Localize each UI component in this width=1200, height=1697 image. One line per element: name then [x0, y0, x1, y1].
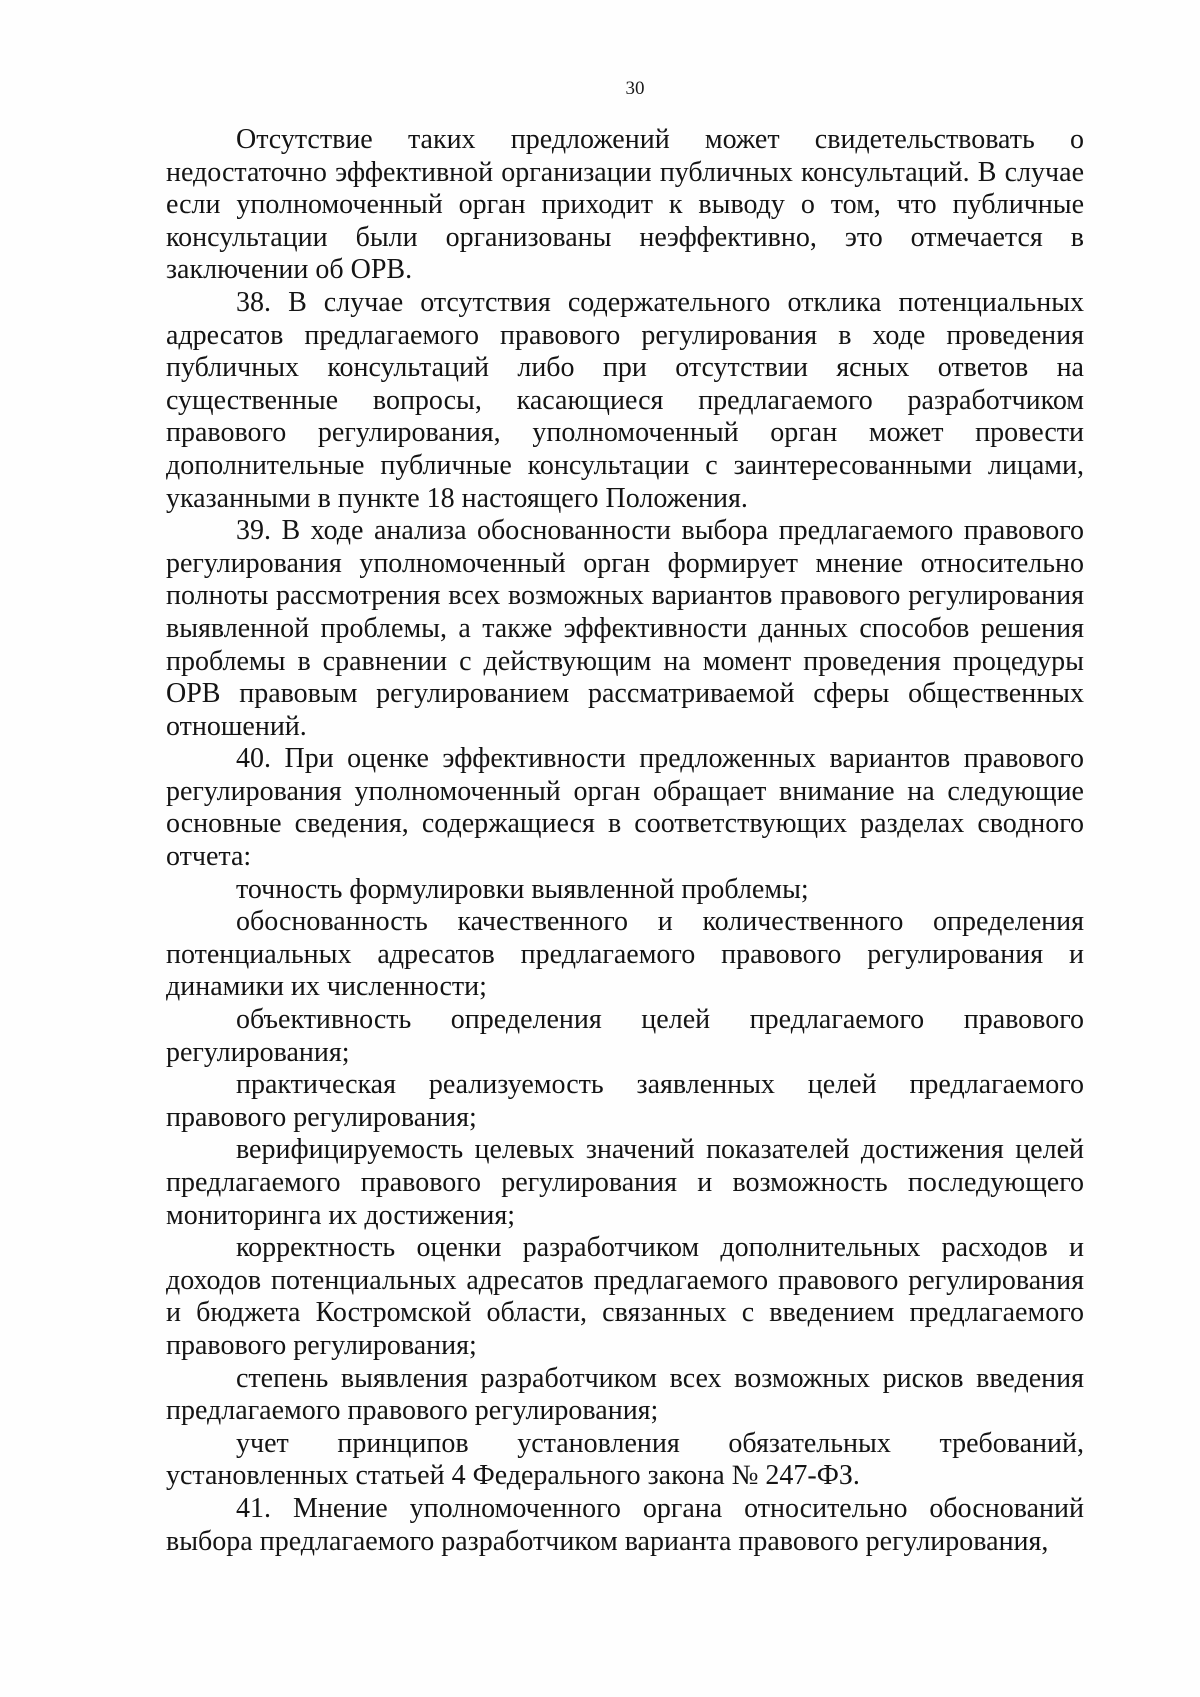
- list-item-risks: степень выявления разработчиком всех возможных рисков введения предлагаемого правового регулирования;: [166, 1362, 1084, 1427]
- list-item-indicators: верифицируемость целевых значений показателей достижения целей предлагаемого правового регулирования и возможность последующего мониторинга их достижения;: [166, 1134, 1084, 1231]
- page-number: 30: [625, 78, 645, 99]
- list-item-principles: учет принципов установления обязательных требований, установленных статьей 4 Федерального закона № 247-ФЗ.: [166, 1427, 1084, 1492]
- list-item-costs-estimate: корректность оценки разработчиком дополнительных расходов и доходов потенциальных адресатов предлагаемого правового регулирования и бюджета Костромской области, связанных с введением предлагаемого правового регулирования;: [166, 1232, 1084, 1361]
- paragraph-41: 41. Мнение уполномоченного органа относительно обоснований выбора предлагаемого разработчиком варианта правового регулирования,: [166, 1492, 1084, 1557]
- paragraph-39: 39. В ходе анализа обоснованности выбора предлагаемого правового регулирования уполномоченный орган формирует мнение относительно полноты рассмотрения всех возможных вариантов правового регулирования выявленной проблемы, а также эффективности данных способов решения проблемы в сравнении с действующим на момент проведения процедуры ОРВ правовым регулированием рассматриваемой сферы общественных отношений.: [166, 515, 1084, 742]
- paragraph-38: 38. В случае отсутствия содержательного отклика потенциальных адресатов предлагаемого правового регулирования в ходе проведения публичных консультаций либо при отсутствии ясных ответов на существенные вопросы, касающиеся предлагаемого разработчиком правового регулирования, уполномоченный орган может провести дополнительные публичные консультации с заинтересованными лицами, указанными в пункте 18 настоящего Положения.: [166, 286, 1084, 514]
- paragraph-absence-of-proposals: Отсутствие таких предложений может свидетельствовать о недостаточно эффективной организации публичных консультаций. В случае если уполномоченный орган приходит к выводу о том, что публичные консультации были организованы неэффективно, это отмечается в заключении об ОРВ.: [166, 124, 1084, 286]
- list-item-addressees: обоснованность качественного и количественного определения потенциальных адресатов предлагаемого правового регулирования и динамики их численности;: [166, 906, 1084, 1003]
- list-item-problem-wording: точность формулировки выявленной проблемы;: [236, 873, 809, 905]
- paragraph-40: 40. При оценке эффективности предложенных вариантов правового регулирования уполномоченный орган обращает внимание на следующие основные сведения, содержащиеся в соответствующих разделах сводного отчета:: [166, 743, 1084, 873]
- list-item-goals-objectivity: объективность определения целей предлагаемого правового регулирования;: [166, 1004, 1084, 1068]
- list-item-goals-feasibility: практическая реализуемость заявленных целей предлагаемого правового регулирования;: [166, 1069, 1084, 1133]
- document-body: [166, 124, 1084, 1558]
